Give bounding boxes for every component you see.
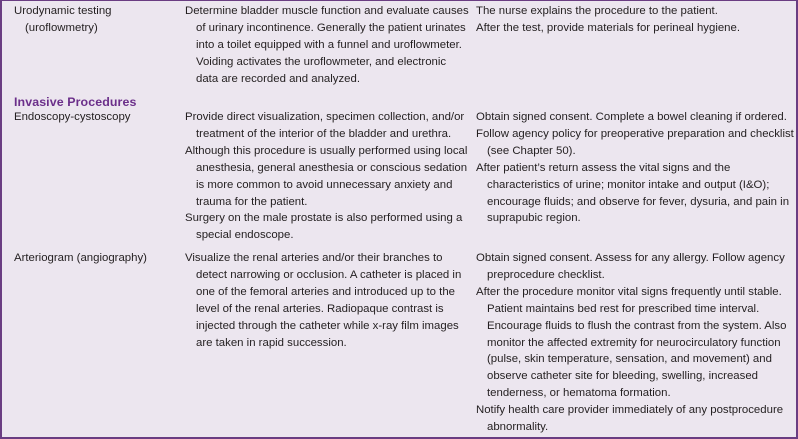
- row-endoscopy-nursing: [476, 109, 794, 227]
- nursing-text: Notify health care provider immediately of any postprocedure abnormality.: [476, 404, 784, 434]
- description-text: Although this procedure is usually performed using local anesthesia, general anesthesia or conscious sedation is more common to avoid unnecessary anxiety and trauma for the patient.: [185, 144, 468, 208]
- row-urodynamic-description: [185, 3, 470, 88]
- nursing-text: Obtain signed consent. Assess for any allergy. Follow agency preprocedure checklist.: [476, 252, 785, 281]
- row-urodynamic-nursing: [476, 3, 794, 37]
- nursing-text: After the procedure monitor vital signs frequently until stable. Patient maintains bed rest for prescribed time interval. Encourage fluids to flush the contrast from the system. Also monitor the affected extremity for neurocirculatory function (pulse, skin temperature, sensation, and movement) and observe catheter site for bleeding, swelling, increased tenderness, or hematoma formation.: [476, 285, 787, 400]
- top-rule: [2, 0, 796, 1]
- nursing-text: Follow agency policy for preoperative preparation and checklist (see Chapter 50).: [476, 127, 794, 157]
- nursing-text: The nurse explains the procedure to the patient.: [476, 5, 718, 17]
- description-text: Surgery on the male prostate is also performed using a special endoscope.: [185, 212, 463, 242]
- nursing-text: After patient’s return assess the vital signs and the characteristics of urine; monitor intake and output (I&O); encourage fluids; and observe for fever, dysuria, and pain in suprapubic region.: [476, 161, 790, 225]
- procedure-name: Endoscopy-cystoscopy: [14, 111, 131, 123]
- row-arteriogram-nursing: [476, 250, 794, 436]
- description-text: Provide direct visualization, specimen collection, and/or treatment of the interior of the bladder and urethra.: [185, 111, 465, 140]
- section-heading-invasive: Invasive Procedures: [14, 95, 137, 109]
- row-endoscopy-description: [185, 109, 470, 244]
- nursing-text: After the test, provide materials for perineal hygiene.: [476, 21, 741, 34]
- nursing-text: Obtain signed consent. Complete a bowel cleaning if ordered.: [476, 111, 787, 123]
- row-arteriogram-procedure: [14, 250, 174, 267]
- row-endoscopy-procedure: [14, 109, 174, 126]
- description-text: Determine bladder muscle function and evaluate causes of urinary incontinence. Generally the patient urinates into a toilet equipped with a funnel and uroflowmeter. Voiding activates the uroflowmeter, and electronic data are recorded and analyzed.: [185, 5, 469, 85]
- description-text: Visualize the renal arteries and/or their branches to detect narrowing or occlusion. A catheter is placed in one of the femoral arteries and introduced up to the level of the renal arteries. Radiopaque contrast is injected through the catheter while x-ray film images are taken in rapid succession.: [185, 252, 462, 349]
- row-arteriogram-description: [185, 250, 470, 351]
- procedure-name: Arteriogram (angiography): [14, 252, 147, 264]
- row-urodynamic-procedure: [14, 3, 174, 37]
- procedure-name: Urodynamic testing (uroflowmetry): [14, 5, 112, 34]
